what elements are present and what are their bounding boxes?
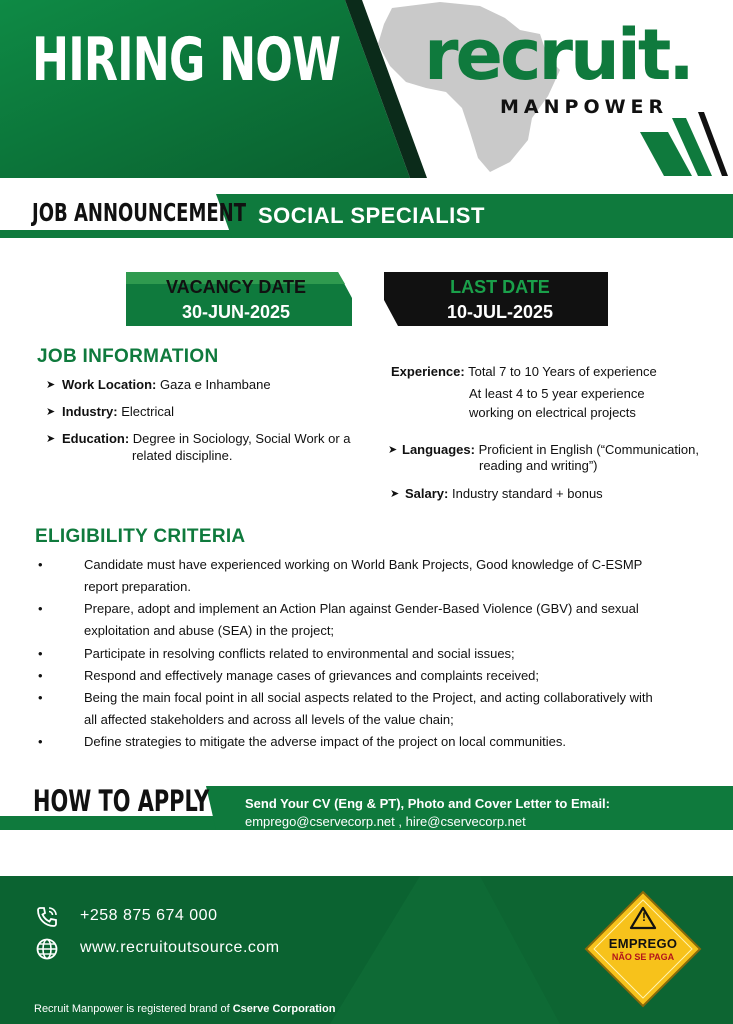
criteria-item xyxy=(30,598,710,642)
apply-note: Note: Please write “Social Specialist” in subject line. xyxy=(245,832,571,847)
education-value-cont: related discipline. xyxy=(132,448,233,463)
brand-logo-subtext: MANPOWER xyxy=(500,96,669,118)
vacancy-date-value: 30-JUN-2025 xyxy=(181,302,291,322)
criteria-text: Prepare, adopt and implement an Action Plan against Gender-Based Violence (GBV) and sexual xyxy=(84,601,639,616)
arrow-icon: ➤ xyxy=(46,406,56,418)
last-date-label: LAST DATE xyxy=(450,277,550,297)
bullet: • xyxy=(38,601,43,616)
work-location xyxy=(62,375,271,394)
criteria-text: all affected stakeholders and across all levels of the value chain; xyxy=(84,712,454,727)
arrow-icon: ➤ xyxy=(46,433,56,445)
registered-prefix: Recruit Manpower is registered brand of xyxy=(34,1003,233,1015)
languages-value-cont: reading and writing”) xyxy=(479,458,598,473)
industry-value: Electrical xyxy=(121,404,174,419)
criteria-text: Define strategies to mitigate the adverse impact of the project on local communities. xyxy=(84,734,566,749)
languages-label: Languages: xyxy=(402,442,475,457)
experience-value: Total 7 to 10 Years of experience xyxy=(468,364,657,379)
badge-line-2: NÃO SE PAGA xyxy=(611,952,675,962)
bullet: • xyxy=(38,734,43,749)
criteria-item xyxy=(30,643,710,665)
footer-registered xyxy=(34,1003,335,1015)
education-value: Degree in Sociology, Social Work or a xyxy=(132,431,351,446)
job-title: SOCIAL SPECIALIST xyxy=(258,203,485,228)
bullet: • xyxy=(38,557,43,572)
headline: HIRING NOW xyxy=(32,25,341,95)
education-label: Education: xyxy=(62,431,130,446)
criteria-text: Being the main focal point in all social aspects related to the Project, and acting collaboratively with xyxy=(84,690,653,705)
salary-label: Salary: xyxy=(405,486,449,501)
criteria-item xyxy=(30,665,710,687)
footer-phone[interactable]: +258 875 674 000 xyxy=(80,907,218,924)
criteria-text: Candidate must have experienced working on World Bank Projects, Good knowledge of C-ESMP xyxy=(84,557,643,572)
criteria-text: Respond and effectively manage cases of grievances and complaints received; xyxy=(84,668,540,683)
criteria-text: exploitation and abuse (SEA) in the project; xyxy=(84,623,335,638)
experience-value-2: At least 4 to 5 year experience xyxy=(469,386,645,401)
industry-label: Industry: xyxy=(62,404,118,419)
arrow-icon: ➤ xyxy=(46,379,56,391)
arrow-icon: ➤ xyxy=(390,488,400,500)
bullet: • xyxy=(38,646,43,661)
salary xyxy=(405,484,603,503)
experience-label: Experience: xyxy=(391,364,465,379)
experience xyxy=(391,362,657,381)
criteria-text: Participate in resolving conflicts related to environmental and social issues; xyxy=(84,646,515,661)
industry xyxy=(62,402,174,421)
registered-brand: Cserve Corporation xyxy=(232,1003,336,1015)
footer-website[interactable]: www.recruitoutsource.com xyxy=(80,939,280,956)
brand-logo-text: recruit. xyxy=(424,14,692,96)
date-boxes xyxy=(0,270,733,330)
phone-icon xyxy=(35,905,59,929)
eligibility-title: ELIGIBILITY CRITERIA xyxy=(35,526,246,547)
arrow-icon: ➤ xyxy=(388,444,398,456)
criteria-item xyxy=(30,731,710,753)
apply-instructions: Send Your CV (Eng & PT), Photo and Cover Letter to Email: xyxy=(245,796,610,811)
languages-value: Proficient in English (“Communication, xyxy=(478,442,699,457)
work-location-label: Work Location: xyxy=(62,377,157,392)
criteria-text: report preparation. xyxy=(84,579,191,594)
apply-emails[interactable]: emprego@cservecorp.net , hire@cservecorp.net xyxy=(245,814,526,829)
globe-icon xyxy=(35,937,59,961)
experience-value-3: working on electrical projects xyxy=(469,405,636,420)
announcement-label: JOB ANNOUNCEMENT xyxy=(32,198,246,227)
bullet: • xyxy=(38,690,43,705)
work-location-value: Gaza e Inhambane xyxy=(160,377,271,392)
bullet: • xyxy=(38,668,43,683)
last-date-value: 10-JUL-2025 xyxy=(446,302,554,322)
warning-mark: ! xyxy=(642,910,646,924)
header xyxy=(0,0,733,178)
criteria-item xyxy=(30,554,710,598)
vacancy-date xyxy=(126,277,346,323)
salary-value: Industry standard + bonus xyxy=(452,486,603,501)
criteria-item xyxy=(30,687,710,731)
apply-label: HOW TO APPLY xyxy=(33,784,210,818)
job-info-title: JOB INFORMATION xyxy=(37,346,219,367)
badge-line-1: EMPREGO xyxy=(608,936,678,951)
last-date xyxy=(392,277,608,323)
vacancy-date-label: VACANCY DATE xyxy=(165,277,306,297)
